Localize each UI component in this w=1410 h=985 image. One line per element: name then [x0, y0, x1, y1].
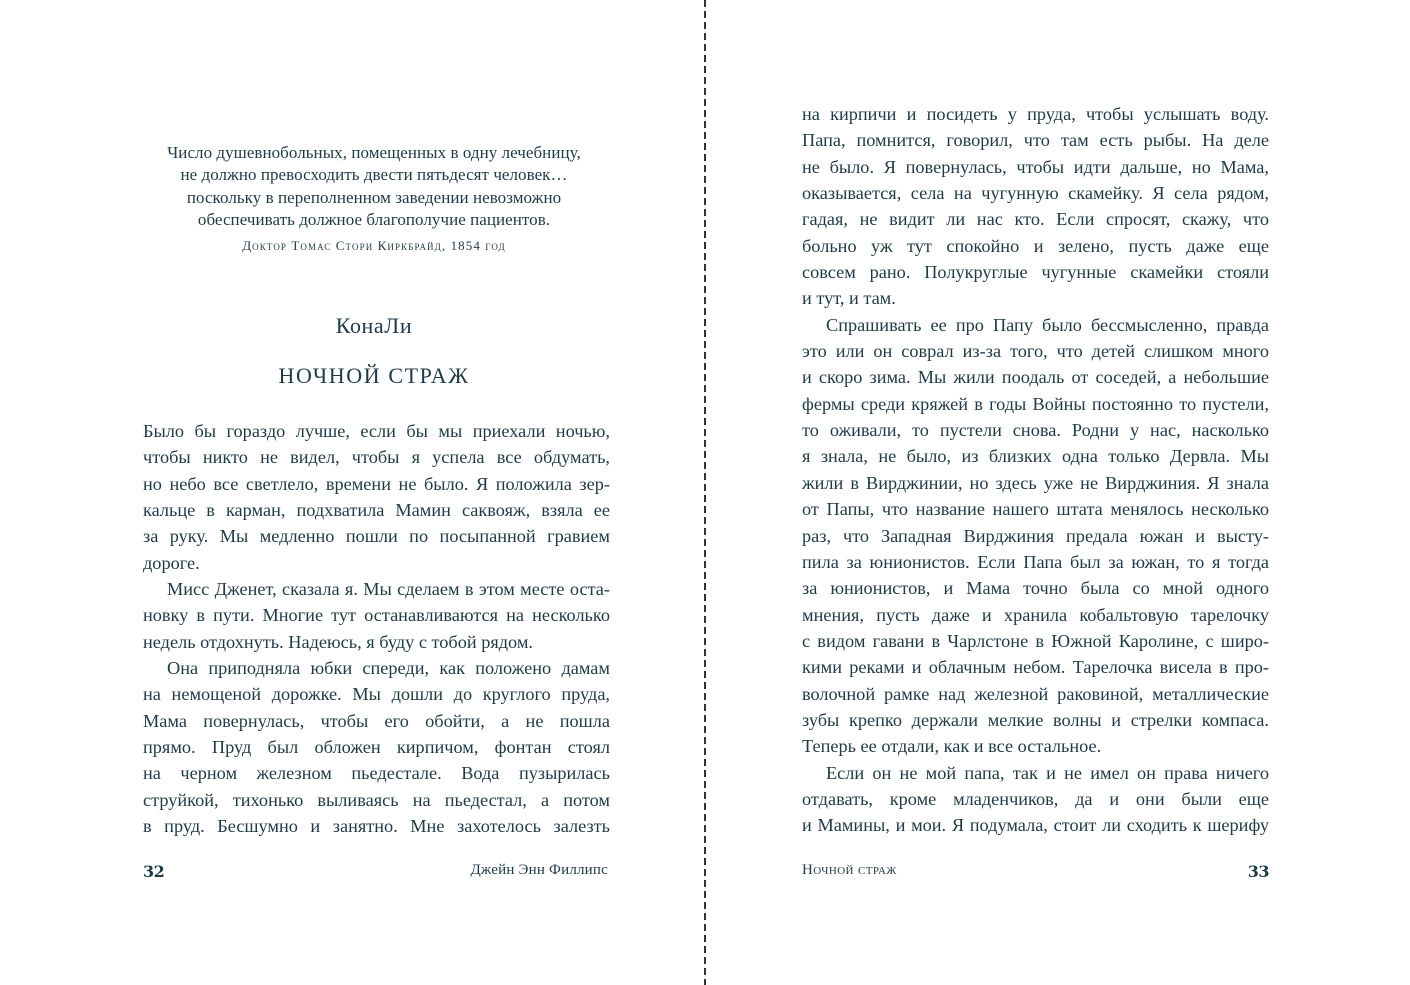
text-line: с видом гавани в Чарлстоне в Южной Каролине, с широ-: [802, 630, 1269, 651]
text-line: мнения, пусть даже и хранила кобальтовую тарелочку: [802, 604, 1269, 625]
text-line: за руку. Мы медленно пошли по посыпанной гравием: [143, 526, 610, 547]
epigraph-attribution: Доктор Томас Стори Киркбрайд, 1854 год: [242, 238, 506, 254]
text-line: Мама повернулась, чтобы его обойти, а не пошла: [143, 710, 610, 731]
text-line: я знала, не было, из близких одна только Дервла. Мы: [802, 446, 1269, 467]
text-line: пила за юнионистов. Если Папа был за южан, то я тогда: [802, 551, 1269, 572]
right-page: [706, 0, 1410, 985]
text-line: то оживали, то пустели снова. Родни у нас, насколько: [802, 420, 1269, 441]
body-text: [143, 418, 610, 840]
epigraph-line: обеспечивать должное благополучие пациентов.: [197, 209, 551, 229]
text-line: на немощеной дорожке. Мы дошли до круглого пруда,: [143, 684, 610, 705]
text-line: и тут, и там.: [802, 288, 896, 309]
chapter-title: НОЧНОЙ СТРАЖ: [278, 363, 470, 388]
text-line: Папа, помнится, говорил, что там есть рыбы. На деле: [802, 130, 1269, 151]
text-line: чтобы никто не видел, чтобы я успела все обдумать,: [143, 447, 610, 468]
text-line: Теперь ее отдали, как и все остальное.: [802, 736, 1102, 757]
text-line: фермы среди кряжей в годы Войны постоянно то пустели,: [802, 393, 1269, 414]
running-head-author: Джейн Энн Филлипс: [470, 862, 608, 878]
page-number: 32: [143, 862, 165, 881]
text-line: от Папы, что название нашего штата менялось несколько: [802, 499, 1269, 520]
text-line: и Мамины, и мои. Я подумала, стоит ли сходить к шерифу: [802, 815, 1269, 836]
text-line: на кирпичи и посидеть у пруда, чтобы услышать воду.: [802, 104, 1269, 124]
epigraph-line: поскольку в переполненном заведении невозможно: [186, 187, 562, 207]
text-line: Если он не мой папа, так и не имел он права ничего: [826, 762, 1269, 783]
chapter-author: КонаЛи: [335, 313, 413, 338]
text-line: Она приподняла юбки спереди, как положено дамам: [167, 658, 610, 679]
text-line: недель отдохнуть. Надеюсь, я буду с тобой рядом.: [143, 631, 533, 652]
text-line: оказывается, села на чугунную скамейку. Я села рядом,: [802, 183, 1269, 204]
text-line: струйкой, тихонько выливаясь на пьедестал, а потом: [143, 789, 610, 810]
text-line: кими реками и облачным небом. Тарелочка висела в про-: [802, 657, 1269, 678]
text-line: совсем рано. Полукруглые чугунные скамейки стояли: [802, 262, 1269, 283]
text-line: дороге.: [143, 552, 200, 573]
text-line: и скоро зима. Мы жили поодаль от соседей, а небольшие: [802, 367, 1269, 388]
epigraph-line: Число душевнобольных, помещенных в одну лечебницу,: [167, 143, 581, 162]
text-line: гадая, не видит ли нас кто. Если спросят, скажу, что: [802, 209, 1269, 230]
text-line: жили в Вирджинии, но здесь уже не Вирджиния. Я знала: [802, 472, 1269, 493]
text-line: волочной рамке над железной раковиной, металлические: [802, 683, 1269, 704]
text-line: прямо. Пруд был обложен кирпичом, фонтан стоял: [143, 737, 610, 758]
text-line: на черном железном пьедестале. Вода пузырилась: [143, 763, 610, 784]
text-line: отдавать, кроме младенчиков, да и они были еще: [802, 788, 1269, 809]
text-line: раз, что Западная Вирджиния предала южан и высту-: [802, 525, 1269, 546]
text-line: Мисс Дженет, сказала я. Мы сделаем в этом месте оста-: [167, 579, 610, 600]
running-head-title: Ночной страж: [802, 862, 897, 878]
text-line: Было бы гораздо лучше, если бы мы приехали ночью,: [143, 421, 610, 441]
epigraph-line: не должно превосходить двести пятьдесят человек…: [180, 165, 568, 185]
text-line: зубы крепко держали мелкие волны и стрелки компаса.: [802, 709, 1269, 730]
text-line: за юнионистов, и Мама точно была со мной одного: [802, 578, 1269, 599]
text-line: Спрашивать ее про Папу было бессмысленно, правда: [826, 314, 1269, 335]
body-text: [802, 101, 1269, 839]
text-line: в пруд. Бесшумно и занятно. Мне захотелось залезть: [143, 816, 610, 837]
text-line: не было. Я повернулась, чтобы идти дальше, но Мама,: [802, 156, 1269, 177]
epigraph: [140, 142, 608, 254]
text-line: но небо все светлело, времени не было. Я положила зер-: [143, 473, 610, 494]
text-line: кальце в карман, подхватила Мамин саквояж, взяла ее: [143, 500, 610, 521]
text-line: больно уж тут спокойно и зелено, пусть даже еще: [802, 235, 1269, 256]
text-line: это или он соврал из-за того, что детей слишком много: [802, 341, 1269, 362]
text-line: новку в пути. Многие тут останавливаются на несколько: [143, 605, 610, 626]
page-number: 33: [1247, 862, 1269, 881]
